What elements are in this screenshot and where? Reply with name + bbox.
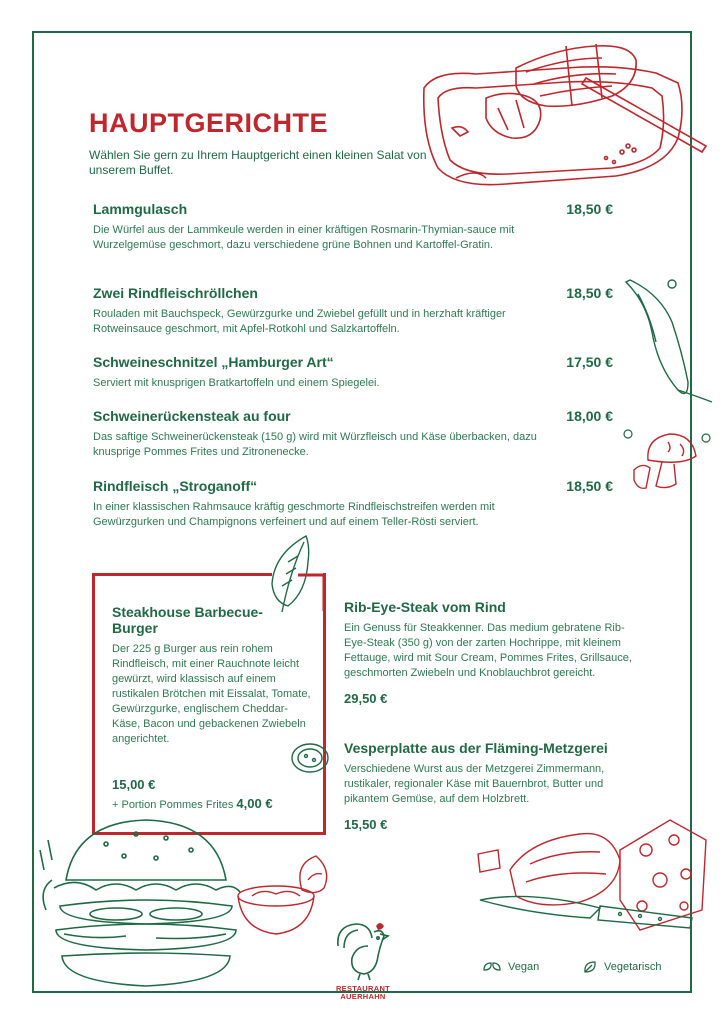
page-title: HAUPTGERICHTE (89, 108, 329, 138)
special-price: 15,50 € (344, 817, 388, 832)
logo-line2: AUERHAHN (340, 992, 386, 1001)
burger-illustration (36, 810, 246, 995)
logo-text (328, 985, 398, 1001)
burger-name: Steakhouse Barbecue-Burger (112, 604, 263, 636)
dish-description: Die Würfel aus der Lammkeule werden in einer kräftigen Rosmarin-Thymian-sauce mit Wurzelgemüse geschmort, dazu verschiedene grüne Bohnen und Kartoffel-Gratin. (93, 224, 515, 251)
dish-name: Zwei Rindfleischröllchen (93, 285, 258, 301)
chili-illustration (616, 272, 716, 412)
dish-name: Schweinerückensteak au four (93, 408, 291, 424)
special-description: Ein Genuss für Steakkenner. Das medium gebratene Rib-Eye-Steak (350 g) von der zarten Hochrippe, mit kleinem Fettauge, wird mit Sour Cream, Pommes Frites, Grillsauce, geschmorten Zwiebeln und Knoblauchbrot gereicht. (344, 622, 632, 679)
burger-extra-price: 4,00 € (236, 796, 273, 811)
dish-price: 17,50 € (566, 354, 613, 370)
legend-vegan (482, 960, 539, 974)
legend-vegetarian-label: Vegetarisch (604, 961, 662, 973)
dish-name: Lammgulasch (93, 201, 188, 217)
legend-vegetarian (582, 960, 661, 974)
special-description: Verschiedene Wurst aus der Metzgerei Zimmermann, rustikaler, regionaler Käse mit Bauernbrot, Butter und pikantem Gemüse, auf dem Holzbrett. (344, 763, 605, 805)
legend-vegan-label: Vegan (508, 961, 540, 973)
dish-item (93, 201, 613, 253)
logo-line1: RESTAURANT (335, 984, 391, 993)
dish-price: 18,50 € (566, 478, 613, 494)
dish-description: Das saftige Schweinerückensteak (150 g) wird mit Würzfleisch und Käse überbacken, dazu knusprige Pommes Frites und Zitronenecke. (93, 431, 537, 458)
burger-price: 15,00 € (112, 777, 156, 792)
page-subtitle: Wählen Sie gern zu Ihrem Hauptgericht einen kleinen Salat von unserem Buffet. (89, 148, 427, 177)
cucumber-illustration (288, 738, 332, 778)
dish-item (93, 408, 613, 460)
dish-name: Rindfleisch „Stroganoff“ (93, 478, 258, 494)
dish-price: 18,50 € (566, 201, 613, 217)
burger-extra (112, 796, 273, 811)
leaf-double-icon (482, 960, 502, 974)
dish-item (93, 285, 613, 337)
box-corner (296, 573, 328, 613)
dish-price: 18,00 € (566, 408, 613, 424)
leaf-icon (582, 960, 598, 974)
box-border-top (92, 573, 272, 576)
sauce-bowl-illustration (232, 850, 342, 945)
dish-description: Serviert mit knusprigen Bratkartoffeln und einem Spiegelei. (93, 377, 380, 389)
mushroom-illustration (620, 420, 720, 500)
special-item (344, 599, 634, 706)
cutting-board-illustration (416, 28, 716, 198)
dish-description: In einer klassischen Rahmsauce kräftig geschmorte Rindfleischstreifen werden mit Gewürzgurken und Champignons verfeinert und auf einem Teller-Rösti serviert. (93, 501, 495, 528)
burger-description: Der 225 g Burger aus rein rohem Rindfleisch, mit einer Rauchnote leicht gewürzt, wird klassisch auf einem rustikalen Brötchen mit Eissalat, Tomate, Gewürzgurke, englischem Cheddar-Käse, Bacon und gebackenen Zwiebeln angerichtet. (112, 643, 311, 745)
special-name: Rib-Eye-Steak vom Rind (344, 599, 506, 615)
cheese-platter-illustration (470, 810, 716, 960)
special-name: Vesperplatte aus der Fläming-Metzgerei (344, 740, 608, 756)
dish-name: Schweineschnitzel „Hamburger Art“ (93, 354, 334, 370)
dish-description: Rouladen mit Bauchspeck, Gewürzgurke und Zwiebel gefüllt und in herzhaft kräftiger Rotweinsauce geschmort, mit Apfel-Rotkohl und Salzkartoffeln. (93, 308, 506, 335)
special-price: 29,50 € (344, 691, 388, 706)
dish-price: 18,50 € (566, 285, 613, 301)
dish-item (93, 478, 613, 530)
dish-item (93, 354, 613, 391)
rooster-logo-icon (330, 916, 396, 982)
burger-extra-label: + Portion Pommes Frites (112, 799, 234, 811)
